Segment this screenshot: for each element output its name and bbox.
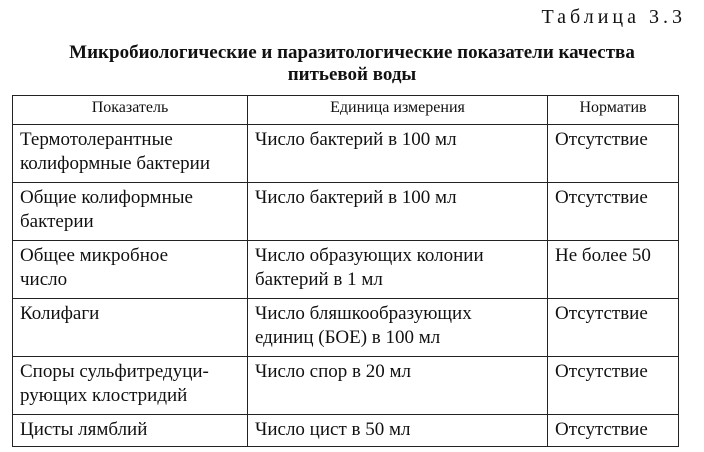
cell-line: число: [20, 269, 68, 290]
header-unit: Единица измерения: [248, 96, 548, 125]
header-indicator: Показатель: [13, 96, 248, 125]
cell-line: бактерий в 1 мл: [255, 269, 383, 290]
cell-norm: Отсутствие: [548, 125, 679, 183]
table-row: [13, 415, 679, 447]
cell-unit: [248, 357, 548, 415]
cell-line: Общие колиформные: [20, 187, 193, 208]
table-row: [13, 125, 679, 183]
water-quality-table: [12, 95, 679, 447]
table-row: [13, 183, 679, 241]
cell-norm: Отсутствие: [548, 415, 679, 447]
cell-line: колиформные бактерии: [20, 153, 210, 174]
caption-line-2: питьевой воды: [287, 64, 417, 85]
table-row: [13, 357, 679, 415]
cell-line: Число образующих колонии: [255, 245, 484, 266]
cell-line: рующих клостридий: [20, 385, 188, 406]
table-row: [13, 241, 679, 299]
cell-norm: Отсутствие: [548, 183, 679, 241]
cell-indicator: [13, 125, 248, 183]
cell-line: Число бактерий в 100 мл: [255, 129, 457, 150]
caption-line-1: Микробиологические и паразитологические показатели качества: [69, 42, 635, 63]
cell-indicator: [13, 183, 248, 241]
cell-indicator: [13, 299, 248, 357]
cell-line: бактерии: [20, 211, 94, 232]
cell-line: Число цист в 50 мл: [255, 419, 411, 440]
cell-indicator: [13, 357, 248, 415]
cell-indicator: [13, 241, 248, 299]
cell-unit: [248, 299, 548, 357]
cell-line: Число спор в 20 мл: [255, 361, 412, 382]
table-row: [13, 299, 679, 357]
cell-line: Цисты лямблий: [20, 419, 148, 440]
cell-norm: Отсутствие: [548, 357, 679, 415]
table-number-label: Таблица 3.3: [541, 6, 686, 28]
cell-unit: [248, 125, 548, 183]
cell-unit: [248, 241, 548, 299]
cell-line: Число бактерий в 100 мл: [255, 187, 457, 208]
cell-line: Термотолерантные: [20, 129, 173, 150]
cell-norm: Не более 50: [548, 241, 679, 299]
cell-indicator: [13, 415, 248, 447]
cell-unit: [248, 415, 548, 447]
table-caption: [0, 42, 704, 86]
cell-norm: Отсутствие: [548, 299, 679, 357]
table-header-row: [13, 96, 679, 125]
cell-line: единиц (БОЕ) в 100 мл: [255, 327, 441, 348]
header-norm: Норматив: [548, 96, 679, 125]
cell-line: Споры сульфитредуци-: [20, 361, 209, 382]
cell-line: Число бляшкообразующих: [255, 303, 472, 324]
cell-line: Колифаги: [20, 303, 100, 324]
cell-unit: [248, 183, 548, 241]
cell-line: Общее микробное: [20, 245, 169, 266]
